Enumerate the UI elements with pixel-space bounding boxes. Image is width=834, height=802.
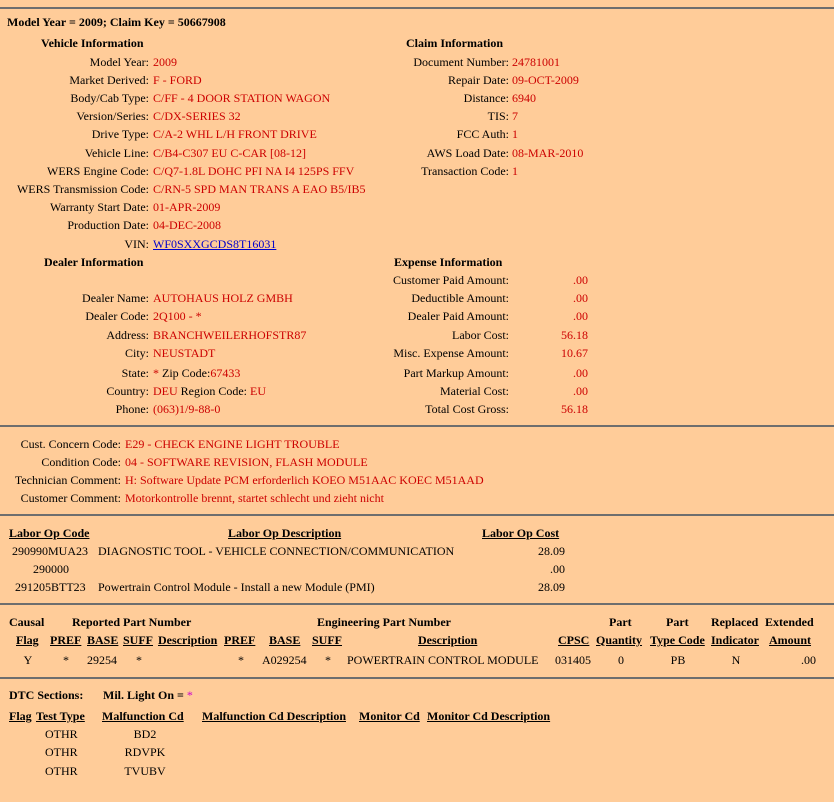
- vehicle-field-value: 04-DEC-2008: [153, 218, 221, 232]
- dtc-monitor-desc-header: Monitor Cd Description: [427, 709, 551, 723]
- expense-field-value: .00: [573, 291, 588, 305]
- dtc-malfunction-desc-header: Malfunction Cd Description: [202, 709, 346, 723]
- claim-field-label: AWS Load Date:: [426, 146, 509, 160]
- labor-op-cost: 28.09: [538, 544, 565, 558]
- vehicle-field-value: 01-APR-2009: [153, 200, 221, 214]
- labor-op-code: 290990MUA23: [12, 544, 89, 558]
- part-quantity-group-header: Part: [609, 615, 632, 629]
- labor-op-code: 291205BTT23: [15, 580, 86, 594]
- vehicle-field-label: Version/Series:: [76, 109, 149, 123]
- engineering-part-group-header: Engineering Part Number: [317, 615, 451, 629]
- vehicle-field-label: Production Date:: [67, 218, 149, 232]
- dealer-country-region: [153, 384, 266, 398]
- expense-field-value: .00: [573, 273, 588, 287]
- part-flag: Y: [23, 653, 33, 667]
- claim-field-label: Distance:: [463, 91, 509, 105]
- dealer-code-label: Dealer Code:: [85, 309, 149, 323]
- dealer-country-value: DEU: [153, 384, 178, 398]
- labor-op-cost-header: Labor Op Cost: [482, 526, 560, 540]
- comment-value: E29 - CHECK ENGINE LIGHT TROUBLE: [125, 437, 340, 451]
- claim-field-value: 6940: [512, 91, 536, 105]
- dealer-address-value: BRANCHWEILERHOFSTR87: [153, 328, 307, 342]
- causal-group-header: Causal: [9, 615, 45, 629]
- quantity-header: Quantity: [596, 633, 643, 647]
- dtc-test-type: OTHR: [45, 727, 78, 741]
- amount-header: Amount: [769, 633, 812, 647]
- vin-link[interactable]: WF0SXXGCDS8T16031: [153, 237, 277, 251]
- comment-value: H: Software Update PCM erforderlich KOEO M51AAC KOEC M51AAD: [125, 473, 484, 487]
- comment-label: Technician Comment:: [14, 473, 121, 487]
- comment-label: Customer Comment:: [20, 491, 121, 505]
- claim-header: Model Year = 2009; Claim Key = 50667908: [7, 15, 226, 29]
- eng-suff-header: SUFF: [312, 633, 342, 647]
- claim-field-value: 09-OCT-2009: [512, 73, 579, 87]
- claim-field-value: 1: [512, 127, 518, 141]
- dtc-malfunction-cd-header: Malfunction Cd: [102, 709, 184, 723]
- part-base: 29254: [87, 653, 117, 667]
- eng-part-pref: *: [238, 653, 244, 667]
- comment-value: 04 - SOFTWARE REVISION, FLASH MODULE: [125, 455, 368, 469]
- vehicle-field-value: F - FORD: [153, 73, 202, 87]
- section-divider: [0, 514, 834, 516]
- vehicle-field-label: Model Year:: [89, 55, 149, 69]
- expense-info-title: Expense Information: [394, 255, 503, 269]
- claim-field-label: FCC Auth:: [456, 127, 509, 141]
- description-header: Description: [158, 633, 218, 647]
- vehicle-field-value: 2009: [153, 55, 177, 69]
- dtc-malfunction-cd: TVUBV: [124, 764, 166, 778]
- part-quantity: 0: [618, 653, 624, 667]
- claim-field-value: 1: [512, 164, 518, 178]
- reported-part-group-header: Reported Part Number: [72, 615, 192, 629]
- type-code-header: Type Code: [650, 633, 705, 647]
- expense-field-value: 10.67: [561, 346, 588, 360]
- expense-field-value: 56.18: [561, 402, 588, 416]
- claim-field-value: 7: [512, 109, 518, 123]
- eng-pref-header: PREF: [224, 633, 256, 647]
- labor-op-desc-header: Labor Op Description: [228, 526, 342, 540]
- expense-field-label: Material Cost:: [440, 384, 509, 398]
- vehicle-field-value: C/DX-SERIES 32: [153, 109, 241, 123]
- eng-description-header: Description: [418, 633, 478, 647]
- dealer-city-value: NEUSTADT: [153, 346, 216, 360]
- dtc-malfunction-cd: RDVPK: [124, 745, 166, 759]
- dealer-state-value: *: [153, 366, 159, 380]
- expense-field-value: .00: [573, 384, 588, 398]
- dealer-info-title: Dealer Information: [44, 255, 144, 269]
- expense-field-value: .00: [573, 309, 588, 323]
- part-extended-amount: .00: [801, 653, 816, 667]
- labor-op-code-header: Labor Op Code: [9, 526, 90, 540]
- dtc-test-type: OTHR: [45, 764, 78, 778]
- comment-value: Motorkontrolle brennt, startet schlecht und zieht nicht: [125, 491, 384, 505]
- dtc-malfunction-cd: BD2: [133, 727, 157, 741]
- claim-info-title: Claim Information: [406, 36, 503, 50]
- claim-field-label: Document Number:: [413, 55, 509, 69]
- vehicle-field-label: Market Derived:: [69, 73, 149, 87]
- pref-header: PREF: [50, 633, 82, 647]
- vehicle-field-label: WERS Transmission Code:: [16, 182, 149, 196]
- comment-label: Cust. Concern Code:: [20, 437, 121, 451]
- claim-field-label: Transaction Code:: [421, 164, 509, 178]
- vehicle-field-value: C/B4-C307 EU C-CAR [08-12]: [153, 146, 306, 160]
- claim-field-label: TIS:: [487, 109, 509, 123]
- part-type-group-header: Part: [666, 615, 689, 629]
- eng-part-suff: *: [325, 653, 331, 667]
- claim-field-label: Repair Date:: [448, 73, 509, 87]
- extended-group-header: Extended: [765, 615, 814, 629]
- section-divider: [0, 603, 834, 605]
- part-type-code: PB: [670, 653, 686, 667]
- section-divider: [0, 425, 834, 427]
- dtc-test-type: OTHR: [45, 745, 78, 759]
- comment-label: Condition Code:: [41, 455, 121, 469]
- replaced-group-header: Replaced: [711, 615, 759, 629]
- expense-field-value: 56.18: [561, 328, 588, 342]
- vehicle-field-label: VIN:: [124, 237, 149, 251]
- expense-field-label: Labor Cost:: [452, 328, 509, 342]
- mil-light-label: Mil. Light On =: [103, 688, 184, 702]
- indicator-header: Indicator: [711, 633, 759, 647]
- expense-field-label: Total Cost Gross:: [425, 402, 509, 416]
- vehicle-field-value: C/Q7-1.8L DOHC PFI NA I4 125PS FFV: [153, 164, 355, 178]
- top-divider: [0, 7, 834, 9]
- vehicle-field-label: Body/Cab Type:: [70, 91, 149, 105]
- dealer-phone-label: Phone:: [115, 402, 149, 416]
- dealer-state-label: State:: [121, 366, 149, 380]
- dealer-name-value: AUTOHAUS HOLZ GMBH: [153, 291, 293, 305]
- part-pref: *: [63, 653, 69, 667]
- part-replaced-indicator: N: [731, 653, 741, 667]
- vehicle-field-label: Drive Type:: [91, 127, 149, 141]
- labor-op-description: Powertrain Control Module - Install a new Module (PMI): [98, 580, 375, 594]
- dealer-zip-value: 67433: [210, 366, 241, 380]
- vehicle-field-label: Warranty Start Date:: [50, 200, 149, 214]
- dtc-title: DTC Sections:: [9, 688, 84, 702]
- claim-field-value: 24781001: [512, 55, 560, 69]
- labor-op-cost: 28.09: [538, 580, 565, 594]
- dealer-name-label: Dealer Name:: [82, 291, 149, 305]
- dtc-test-type-header: Test Type: [36, 709, 85, 723]
- expense-field-label: Dealer Paid Amount:: [407, 309, 509, 323]
- vehicle-field-value: C/A-2 WHL L/H FRONT DRIVE: [153, 127, 317, 141]
- eng-part-description: POWERTRAIN CONTROL MODULE: [347, 653, 539, 667]
- mil-light-value: *: [186, 688, 193, 702]
- dealer-code-value: 2Q100 - *: [153, 309, 202, 323]
- suff-header: SUFF: [123, 633, 153, 647]
- dtc-flag-header: Flag: [9, 709, 32, 723]
- dealer-country-label: Country:: [106, 384, 149, 398]
- dealer-region-value: EU: [250, 384, 266, 398]
- vehicle-field-value: C/FF - 4 DOOR STATION WAGON: [153, 91, 331, 105]
- vehicle-field-value: C/RN-5 SPD MAN TRANS A EAO B5/IB5: [153, 182, 366, 196]
- expense-field-label: Customer Paid Amount:: [392, 273, 509, 287]
- part-suff: *: [136, 653, 142, 667]
- vehicle-field-label: Vehicle Line:: [84, 146, 149, 160]
- labor-op-code: 290000: [33, 562, 69, 576]
- expense-field-label: Misc. Expense Amount:: [393, 346, 509, 360]
- dtc-monitor-cd-header: Monitor Cd: [359, 709, 420, 723]
- dealer-city-label: City:: [124, 346, 149, 360]
- expense-field-label: Deductible Amount:: [411, 291, 509, 305]
- base-header: BASE: [87, 633, 119, 647]
- labor-op-cost: .00: [550, 562, 565, 576]
- part-cpsc: 031405: [555, 653, 591, 667]
- mil-light-status: [103, 688, 193, 702]
- cpsc-header: CPSC: [558, 633, 590, 647]
- dealer-region-label: Region Code:: [180, 384, 247, 398]
- claim-field-value: 08-MAR-2010: [512, 146, 584, 160]
- eng-part-base: A029254: [262, 653, 307, 667]
- dealer-address-label: Address:: [106, 328, 149, 342]
- section-divider: [0, 677, 834, 679]
- dealer-phone-value: (063)1/9-88-0: [153, 402, 221, 416]
- eng-base-header: BASE: [269, 633, 301, 647]
- expense-field-label: Part Markup Amount:: [403, 366, 509, 380]
- flag-header: Flag: [16, 633, 39, 647]
- dealer-zip-label: Zip Code:: [162, 366, 211, 380]
- dealer-state-zip: [153, 366, 240, 380]
- vehicle-info-title: Vehicle Information: [41, 36, 144, 50]
- labor-op-description: DIAGNOSTIC TOOL - VEHICLE CONNECTION/COMMUNICATION: [98, 544, 455, 558]
- vehicle-field-label: WERS Engine Code:: [47, 164, 149, 178]
- expense-field-value: .00: [573, 366, 588, 380]
